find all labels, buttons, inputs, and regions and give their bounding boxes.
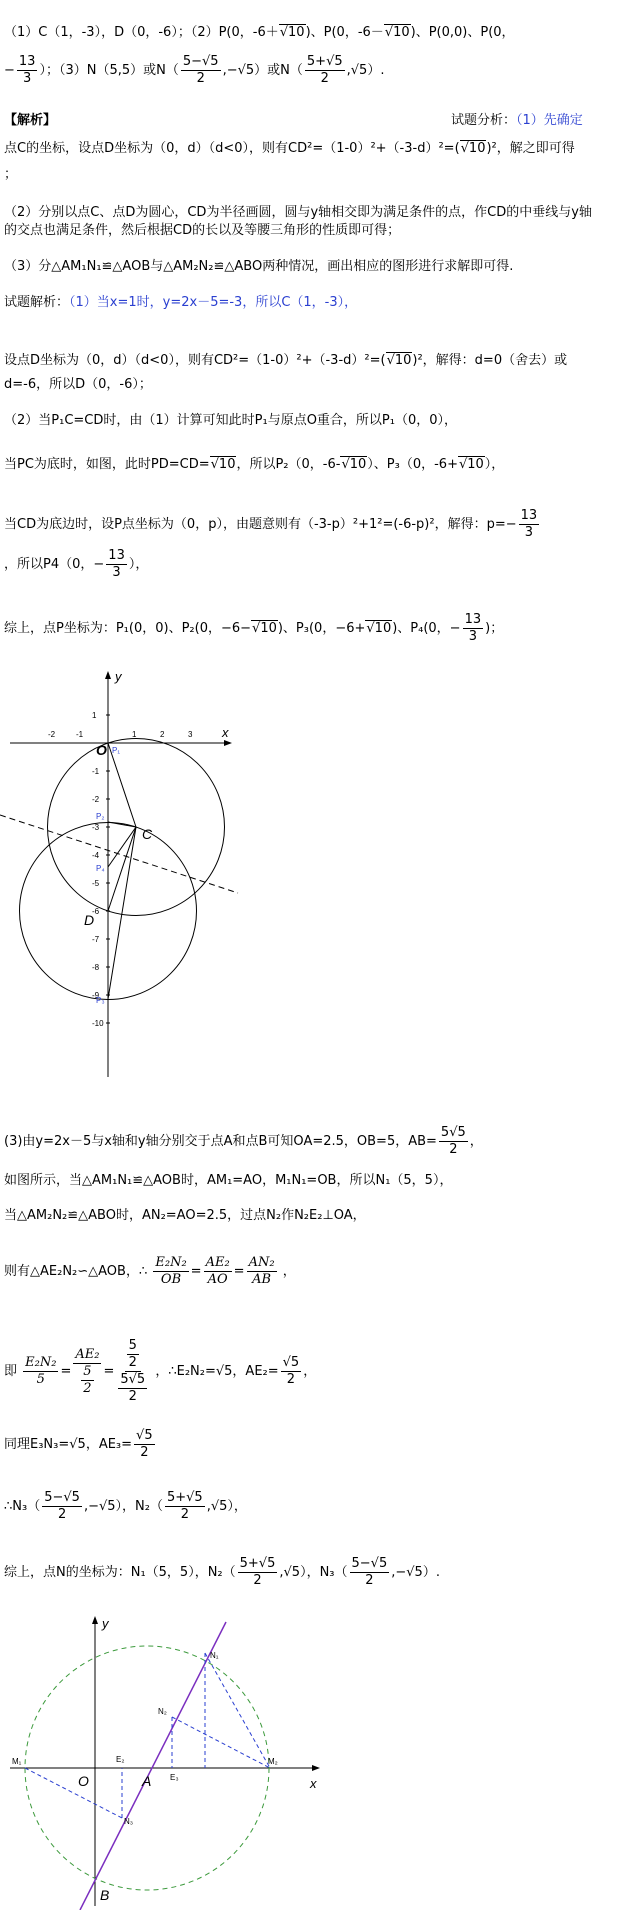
part3-line-5: 即 $\frac{\text{E₂N₂}}{5}$ = $\frac{\text{AE₂}}{\frac{5}{2}}$ = $\frac{\frac{5}{2}}{\frac{5√5}{2}}$ ，∴E₂N₂=√5，AE₂= $\frac{√5}{2}$ ， [4, 1338, 317, 1404]
y-tick-label: -1 [92, 767, 100, 776]
x-tick-label: 1 [132, 730, 137, 739]
point-m1-label: M₁ [12, 1757, 22, 1766]
axis-y-label: y [102, 1616, 109, 1631]
x-tick-label: -1 [76, 730, 84, 739]
point-e2-label: E₂ [116, 1755, 125, 1764]
part3-line-6: 同理E₃N₃=√5，AE₃= $\frac{√5}{2}$ [4, 1428, 153, 1460]
origin-label: O [96, 742, 107, 758]
y-tick-label: -6 [92, 907, 100, 916]
y-tick-label: -2 [92, 795, 100, 804]
analysis-line-3: 的交点也满足条件，然后根据CD的长以及等腰三角形的性质即可得； [4, 223, 401, 238]
answer-line-1: （1）C（1，-3），D（0，-6）；（2）P(0，-6＋√10)、P(0，-6－√10)、P(0,0)、P(0， [4, 25, 515, 40]
y-tick-label: -8 [92, 963, 100, 972]
axis-y-label: y [115, 669, 122, 684]
perpendicular-bisector [0, 815, 238, 893]
point-n3-label: N₃ [124, 1817, 134, 1826]
point-p1-label: P₁ [112, 746, 121, 755]
axis-x-label: x [222, 725, 229, 740]
y-tick-label: -4 [92, 851, 100, 860]
solution-line-2b: d=-6，所以D（0，-6）； [4, 377, 152, 392]
analysis-line-1b: ； [4, 167, 18, 182]
part3-line-4: 则有△AE₂N₂∽△AOB，∴ $\frac{\text{E₂N₂}}{OB}$ = $\frac{\text{AE₂}}{AO}$ = $\frac{\text{AN₂}}{AB}$ ， [4, 1255, 296, 1287]
solution-line-3: （2）当P₁C=CD时，由（1）计算可知此时P₁与原点O重合，所以P₁（0，0）， [4, 413, 458, 428]
point-p3-label: P₃ [96, 996, 105, 1005]
part3-line-2: 如图所示，当△AM₁N₁≌△AOB时，AM₁=AO，M₁N₁=OB，所以N₁（5，5）， [4, 1173, 453, 1188]
analysis-line-1: 点C的坐标，设点D坐标为（0，d）（d<0），则有CD²=（1-0）²+（-3-d）²=(√10)²，解之即可得 [4, 141, 575, 156]
point-m2-label: M₂ [268, 1757, 278, 1766]
point-n2-label: N₂ [158, 1707, 167, 1716]
x-tick-label: -2 [48, 730, 56, 739]
solution-line-4: 当PC为底时，如图，此时PD=CD=√10，所以P₂（0，-6-√10）、P₃（0，-6+√10）， [4, 457, 505, 472]
part3-line-1: (3)由y=2x－5与x轴和y轴分别交于点A和点B可知OA=2.5，OB=5，AB= $\frac{5√5}{2}$ ， [4, 1125, 483, 1157]
solution-line-1: 试题解析：（1）当x=1时，y=2x－5=-3，所以C（1，-3）， [4, 295, 358, 310]
origin-label: O [78, 1773, 89, 1789]
y-tick-label: -5 [92, 879, 100, 888]
analysis-heading: 【解析】 试题分析：（1）先确定 [4, 113, 583, 128]
figure-2-congruent [0, 1610, 330, 1910]
point-a-label: A [142, 1773, 152, 1789]
solution-line-2: 设点D坐标为（0，d）（d<0），则有CD²=（1-0）²+（-3-d）²=(√10)²，解得：d=0（舍去）或 [4, 353, 568, 368]
point-d-label: D [84, 912, 95, 928]
solution-line-5: 当CD为底边时，设P点坐标为（0，p），由题意则有（-3-p）²+1²=(-6-p)²，解得：p=− $\frac{13}{3}$ [4, 508, 538, 540]
part3-line-7: ∴N₃（ $\frac{5-√5}{2}$ ,−√5），N₂（ $\frac{5+√5}{2}$ ,√5）， [4, 1490, 247, 1522]
y-tick-label: -10 [92, 1019, 104, 1028]
y-tick-label: 1 [92, 711, 97, 720]
axis-x-label: x [310, 1776, 317, 1791]
analysis-line-2: （2）分别以点C、点D为圆心，CD为半径画圆，圆与y轴相交即为满足条件的点，作CD的中垂线与y轴 [4, 205, 592, 220]
answer-line-2: − $\frac{13}{3}$ ）；（3）N（5,5）或N（ $\frac{5-√5}{2}$ ,−√5）或N（ $\frac{5+√5}{2}$ ,√5）. [4, 54, 385, 86]
line-y-2x-5 [80, 1622, 226, 1910]
point-b-label: B [100, 1887, 110, 1903]
part3-line-3: 当△AM₂N₂≌△ABO时，AN₂=AO=2.5，过点N₂作N₂E₂⊥OA， [4, 1208, 366, 1223]
solution-line-5b: ，所以P4（0，− $\frac{13}{3}$ ）， [4, 548, 149, 580]
point-n1-label: N₁ [210, 1651, 219, 1660]
solution-line-6: 综上，点P坐标为：P₁(0，0)、P₂(0，−6−√10)、P₃(0，−6+√10)、P₄(0，− $\frac{13}{3}$ )； [4, 612, 504, 644]
point-c-label: C [142, 826, 153, 842]
part3-line-8: 综上，点N的坐标为：N₁（5，5），N₂（ $\frac{5+√5}{2}$ ,√5），N₃（ $\frac{5-√5}{2}$ ,−√5）. [4, 1556, 440, 1588]
y-tick-label: -7 [92, 935, 100, 944]
x-tick-label: 3 [188, 730, 193, 739]
analysis-line-4: （3）分△AM₁N₁≌△AOB与△AM₂N₂≌△ABO两种情况，画出相应的图形进行求解即可得. [4, 259, 514, 274]
y-tick-label: -3 [92, 823, 100, 832]
y-tick-label: -9 [92, 991, 100, 1000]
x-tick-label: 2 [160, 730, 165, 739]
point-p2-label: P₂ [96, 812, 105, 821]
point-e3-label: E₃ [170, 1773, 179, 1782]
figure-1-circles [0, 665, 240, 1085]
point-p4-label: P₄ [96, 864, 105, 873]
